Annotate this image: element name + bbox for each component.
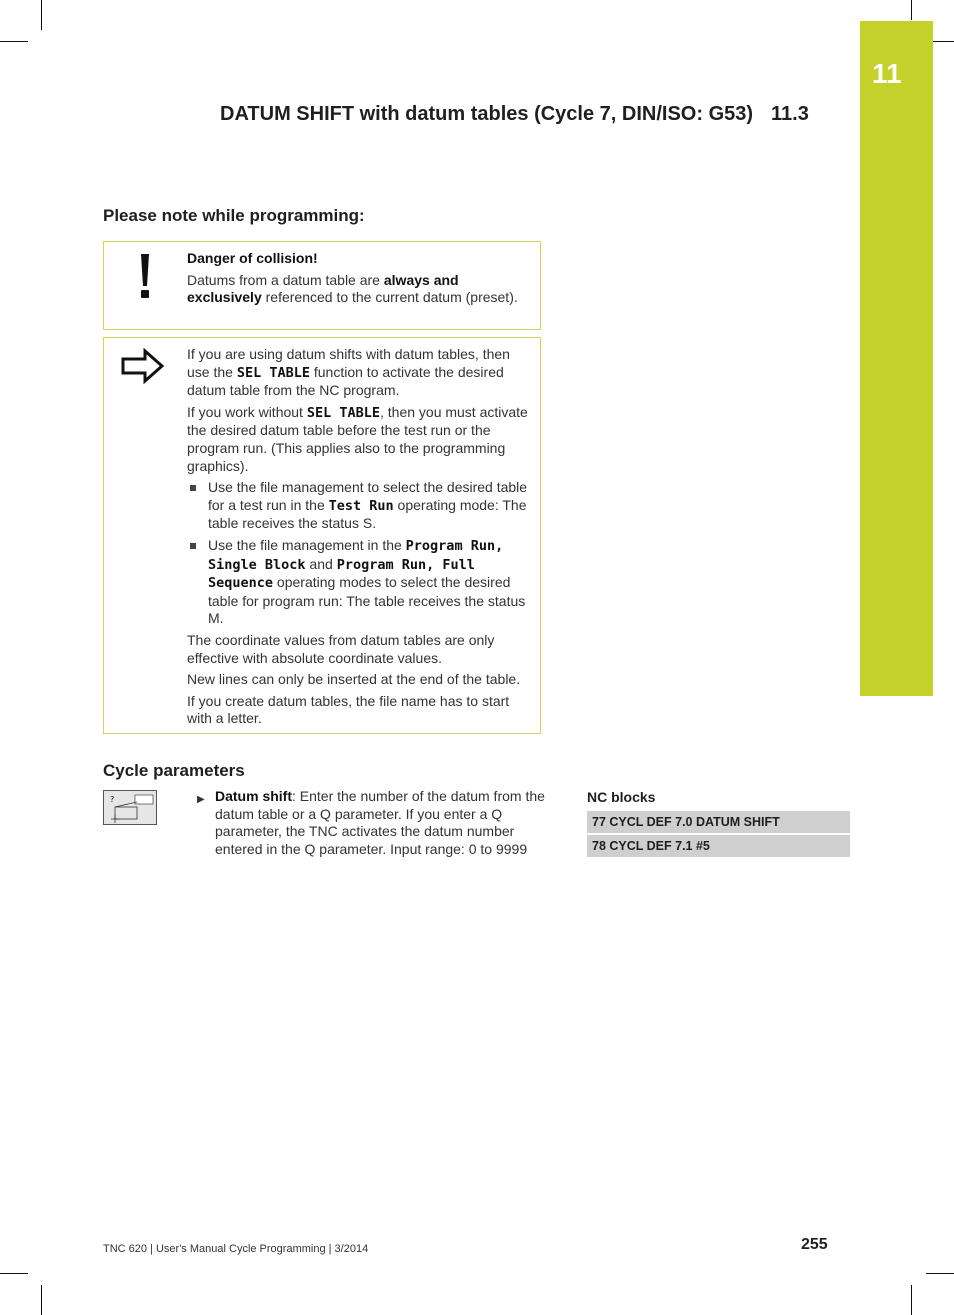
list-item: Use the file management in the Program Run, Single Block and Program Run, Full Sequence operating modes to select the desired table for program run: The table receives the status M.	[187, 537, 532, 628]
warning-text: Datums from a datum table are always and exclusively referenced to the current datum (preset).	[187, 271, 518, 306]
crop-mark	[0, 1273, 28, 1274]
info-bullet-list	[187, 479, 532, 628]
info-paragraph: If you work without SEL TABLE, then you must activate the desired datum table before the test run or the program run. (This applies also to the programming graphics).	[187, 403, 528, 474]
list-item: Use the file management to select the desired table for a test run in the Test Run operating mode: The table receives the status S.	[187, 479, 532, 533]
arrow-right-icon	[121, 348, 165, 384]
header-title: DATUM SHIFT with datum tables (Cycle 7, DIN/ISO: G53)	[220, 103, 754, 125]
info-box	[103, 337, 541, 734]
crop-mark	[0, 41, 28, 42]
cycle-parameters-heading: Cycle parameters	[103, 761, 245, 780]
crop-mark	[911, 1285, 912, 1315]
parameter-datum-shift	[197, 788, 547, 858]
svg-text:?: ?	[110, 795, 115, 804]
warning-box	[103, 241, 541, 330]
page-number: 255	[801, 1236, 828, 1253]
chapter-number: 11	[872, 58, 902, 89]
nc-block-row: 77 CYCL DEF 7.0 DATUM SHIFT	[587, 811, 850, 833]
note-heading: Please note while programming:	[103, 206, 365, 225]
info-paragraph: New lines can only be inserted at the end of the table.	[187, 671, 521, 688]
warning-title: Danger of collision!	[187, 250, 318, 266]
crop-mark	[41, 0, 42, 30]
exclamation-icon	[138, 252, 152, 300]
nc-blocks-title: NC blocks	[587, 789, 656, 805]
info-paragraph: The coordinate values from datum tables are only effective with absolute coordinate values.	[187, 631, 495, 666]
info-paragraph: If you create datum tables, the file name has to start with a letter.	[187, 692, 510, 727]
parameter-name: Datum shift	[215, 788, 292, 804]
header-section: 11.3	[771, 103, 809, 125]
parameter-description: : Enter the number of the datum from the datum table or a Q parameter. If you enter a Q parameter, the TNC activates the datum number entered in the Q parameter. Input range: 0 to 9999	[215, 788, 545, 857]
crop-mark	[926, 1273, 954, 1274]
running-header	[220, 103, 809, 126]
triangle-bullet-icon: ▶	[197, 794, 205, 805]
crop-mark	[911, 0, 912, 20]
nc-block-row: 78 CYCL DEF 7.1 #5	[587, 835, 850, 857]
chapter-tab	[860, 21, 933, 696]
info-paragraph: If you are using datum shifts with datum tables, then use the SEL TABLE function to activate the desired datum table from the NC program.	[187, 346, 510, 399]
datum-shift-icon	[103, 790, 157, 825]
footer-text: TNC 620 | User's Manual Cycle Programming | 3/2014	[103, 1243, 369, 1255]
crop-mark	[41, 1285, 42, 1315]
